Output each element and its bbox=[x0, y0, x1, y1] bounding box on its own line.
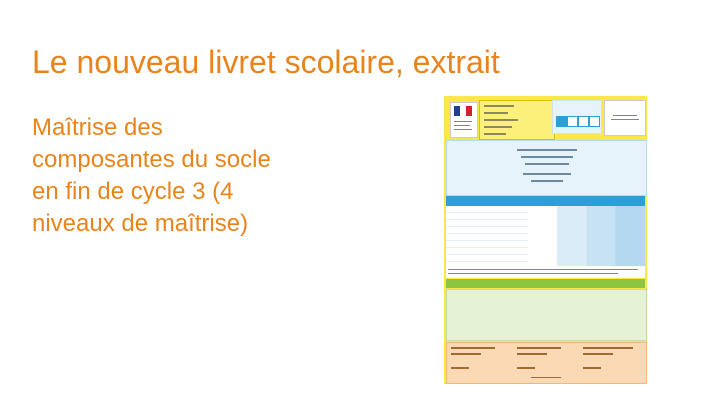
header-text bbox=[484, 105, 514, 107]
signature-text bbox=[583, 367, 601, 369]
level-marker bbox=[578, 116, 589, 127]
livret-scolaire-thumbnail bbox=[444, 96, 647, 384]
body-line: niveaux de maîtrise) bbox=[32, 210, 249, 237]
student-header-box bbox=[479, 100, 555, 140]
info-text bbox=[521, 156, 573, 158]
signatures-box bbox=[446, 342, 647, 384]
signature-text bbox=[451, 353, 481, 355]
signature-text bbox=[517, 367, 535, 369]
info-text bbox=[531, 180, 563, 182]
stamp-text bbox=[613, 115, 637, 116]
signature-column bbox=[583, 347, 638, 377]
mastery-table bbox=[446, 206, 645, 266]
stamp-box bbox=[604, 100, 646, 136]
body-line: en fin de cycle 3 (4 bbox=[32, 178, 234, 205]
header-text bbox=[484, 119, 518, 121]
info-text bbox=[517, 149, 577, 151]
stamp-label bbox=[531, 377, 561, 378]
slide-body-text bbox=[32, 112, 362, 240]
level-marker bbox=[589, 116, 600, 127]
note-text bbox=[448, 269, 638, 270]
body-line: composantes du socle bbox=[32, 146, 271, 173]
signature-text bbox=[451, 347, 495, 349]
signature-text bbox=[517, 353, 547, 355]
table-footnote bbox=[446, 266, 645, 278]
slide-title: Le nouveau livret scolaire, extrait bbox=[32, 44, 500, 80]
stamp-text bbox=[611, 119, 639, 120]
note-text bbox=[448, 273, 618, 274]
mastery-column bbox=[528, 206, 645, 266]
student-info-box bbox=[446, 140, 647, 196]
signature-text bbox=[583, 347, 633, 349]
signature-text bbox=[583, 353, 613, 355]
level-marker bbox=[567, 116, 578, 127]
signature-column bbox=[451, 347, 506, 377]
autres-acquis-section-header bbox=[446, 279, 645, 288]
autres-acquis-box bbox=[446, 289, 647, 341]
body-line: Maîtrise des bbox=[32, 114, 163, 141]
signature-text bbox=[451, 367, 469, 369]
logo-text bbox=[454, 121, 472, 122]
signature-column bbox=[517, 347, 572, 377]
republique-logo bbox=[450, 102, 478, 138]
cycle-level-box bbox=[552, 100, 602, 134]
french-flag-icon bbox=[454, 106, 472, 116]
header-text bbox=[484, 112, 508, 114]
level-marker bbox=[556, 116, 567, 127]
header-text bbox=[484, 126, 512, 128]
info-text bbox=[525, 163, 569, 165]
signature-text bbox=[517, 347, 561, 349]
logo-text bbox=[454, 129, 472, 130]
info-text bbox=[523, 173, 571, 175]
header-text bbox=[484, 133, 506, 135]
socle-section-header bbox=[446, 196, 645, 206]
logo-text bbox=[454, 125, 470, 126]
